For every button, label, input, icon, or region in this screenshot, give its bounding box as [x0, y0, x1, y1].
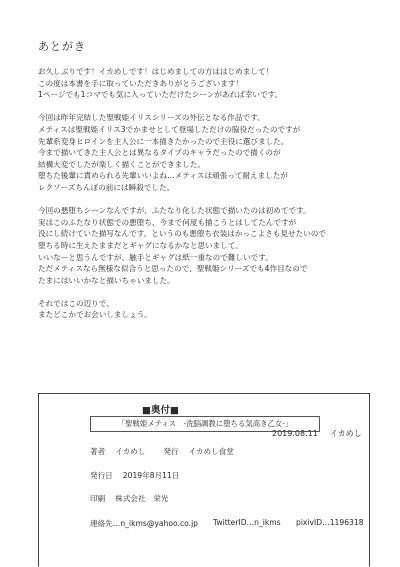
- date-label: 発行日: [90, 471, 113, 480]
- afterword-line: レクソーズちんぽの前には瞬殺でした。: [38, 182, 175, 192]
- author-value: イカめし: [115, 447, 146, 456]
- afterword-line: この度は本書を手に取っていただきありがとうございます！: [38, 78, 244, 88]
- afterword-line: お久しぶりです！イカめしです！はじめましての方ははじめまして！: [38, 67, 274, 76]
- colophon-row-author: [90, 446, 234, 457]
- afterword-line: 没にし続けていた描写なんです。というのも悪堕ち衣装はかっこよさも見せたいので: [38, 229, 326, 239]
- publisher-label: 発行: [163, 447, 179, 456]
- colophon-title: ■奥付■: [142, 405, 179, 416]
- afterword-line: 1ページでも1コマでも気に入っていただけたシーンがあれば幸いです。: [38, 90, 283, 100]
- afterword-line: 実はこのふたなり状態での悪堕ち、今まで何度も描こうとはしてたんですが: [38, 217, 297, 227]
- contact-twitter: TwitterID…n_ikms: [213, 518, 281, 527]
- afterword-line: 結構大変でしたが楽しく描くことができました。: [38, 159, 206, 169]
- printer-value: 株式会社 栄光: [115, 494, 169, 503]
- contact-email: 連絡先…n_ikms@yahoo.co.jp: [90, 519, 199, 528]
- printer-label: 印刷: [90, 494, 106, 503]
- afterword-line: 堕ちた後輩に責められる先輩いいよね…メティスは頑張って耐えましたが: [38, 171, 288, 181]
- afterword-line: 堕ちる時に生えたままだとギャグになるかなと思いまして。: [38, 240, 243, 250]
- signoff-author: イカめし: [329, 429, 362, 438]
- afterword-line: またどこかでお会いしましょう。: [38, 310, 152, 320]
- afterword-line: 先輩系変身ヒロインを主人公に一本描きたかったので主役に選びました。: [38, 136, 289, 146]
- afterword-line: メティスは聖戦姫イリス3でかませとして登場しただけの脇役だったのですが: [38, 124, 301, 134]
- afterword-line: 今まで描いてきた主人公とは異なるタイプのキャラだったので描くのが: [38, 148, 281, 158]
- afterword-line: たまにはいいかなと描いちゃいました。: [38, 275, 175, 285]
- date-value: 2019年8月11日: [122, 471, 180, 480]
- colophon-book-title: 「聖戦姫メティス -洗脳調教に堕ちる気高き乙女-」: [90, 416, 320, 432]
- colophon-row-printer: [90, 493, 168, 504]
- afterword-line: 今回は昨年完結した聖戦姫イリスシリーズの外伝となる作品です。: [38, 113, 265, 123]
- author-label: 著者: [90, 447, 106, 456]
- publisher-value: イカめし食堂: [188, 447, 234, 456]
- afterword-body: [38, 66, 368, 321]
- afterword-line: いいなーと思うんですが、触手とギャグは紙一重なので難しいです。: [38, 252, 273, 262]
- colophon-row-date: [90, 470, 179, 481]
- afterword-line: それではこの辺りで、: [38, 298, 114, 308]
- contact-pixiv: pixivID…1196318: [296, 518, 364, 527]
- afterword-line: ただメティスなら無様な似合うと思ったので、聖戦姫シリーズでも4作目なので: [38, 264, 308, 274]
- signoff-date: 2019.08.11: [272, 429, 318, 438]
- afterword-line: 今回の悪堕ちシーンなんですが、ふたなり化した状態で描いたのは初めてです。: [38, 206, 311, 216]
- afterword-heading: あとがき: [38, 40, 86, 53]
